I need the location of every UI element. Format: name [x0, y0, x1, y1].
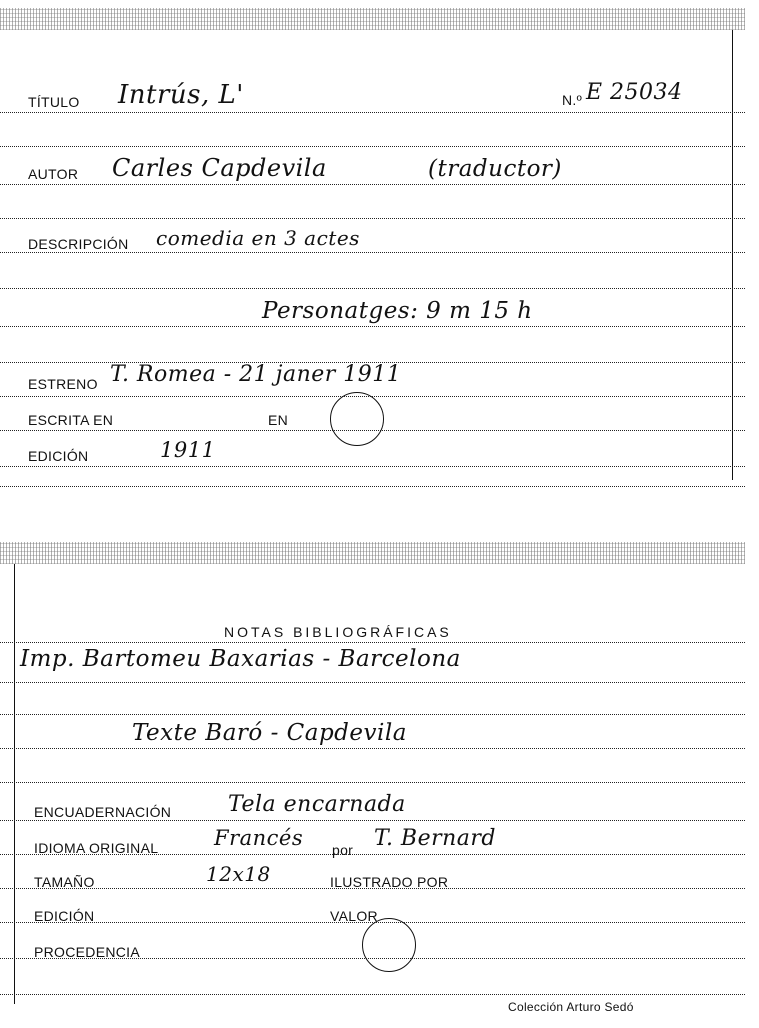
descripcion-label: DESCRIPCIÓN: [28, 236, 129, 252]
titulo-value: Intrús, L': [118, 80, 244, 110]
por-value: T. Bernard: [374, 826, 497, 851]
idioma-label: IDIOMA ORIGINAL: [34, 840, 159, 856]
por-label: por: [332, 842, 354, 858]
tamano-label: TAMAÑO: [34, 874, 95, 890]
card-right-border: [732, 30, 733, 480]
catalog-card-back: [0, 538, 745, 1028]
idioma-value: Francés: [214, 826, 304, 850]
procedencia-label: PROCEDENCIA: [34, 944, 140, 960]
card-top-edge-texture-back: [0, 542, 745, 564]
encuadernacion-value: Tela encarnada: [228, 792, 406, 817]
edicion-label-back: EDICIÓN: [34, 908, 95, 924]
descripcion-value: comedia en 3 actes: [156, 226, 360, 250]
autor-label: AUTOR: [28, 166, 79, 182]
coleccion-footer: Colección Arturo Sedó: [508, 1000, 634, 1014]
numero-label: N.º: [562, 92, 583, 108]
circle-stamp-back: [362, 918, 416, 972]
personajes-value: Personatges: 9 m 15 h: [262, 298, 533, 324]
card-top-edge-texture: [0, 8, 745, 30]
en-label: EN: [268, 412, 289, 428]
nota-line-1: Imp. Bartomeu Baxarias - Barcelona: [20, 646, 461, 672]
valor-label: VALOR: [330, 908, 378, 924]
autor-value: Carles Capdevila: [112, 154, 327, 182]
numero-value: E 25034: [586, 80, 683, 105]
circle-stamp-front: [330, 392, 384, 446]
estreno-label: ESTRENO: [28, 376, 98, 392]
nota-line-2: Texte Baró - Capdevila: [132, 720, 407, 746]
titulo-label: TÍTULO: [28, 94, 80, 110]
encuadernacion-label: ENCUADERNACIÓN: [34, 804, 172, 820]
card-left-border: [14, 564, 15, 1004]
autor-role: (traductor): [428, 156, 562, 182]
edicion-value-front: 1911: [160, 438, 216, 462]
catalog-card-front: [0, 0, 745, 492]
estreno-value: T. Romea - 21 janer 1911: [110, 362, 402, 387]
tamano-value: 12x18: [206, 862, 271, 886]
ilustrado-label: ILUSTRADO POR: [330, 874, 449, 890]
edicion-label-front: EDICIÓN: [28, 448, 89, 464]
notas-title: NOTAS BIBLIOGRÁFICAS: [224, 624, 452, 640]
escrita-label: ESCRITA EN: [28, 412, 114, 428]
